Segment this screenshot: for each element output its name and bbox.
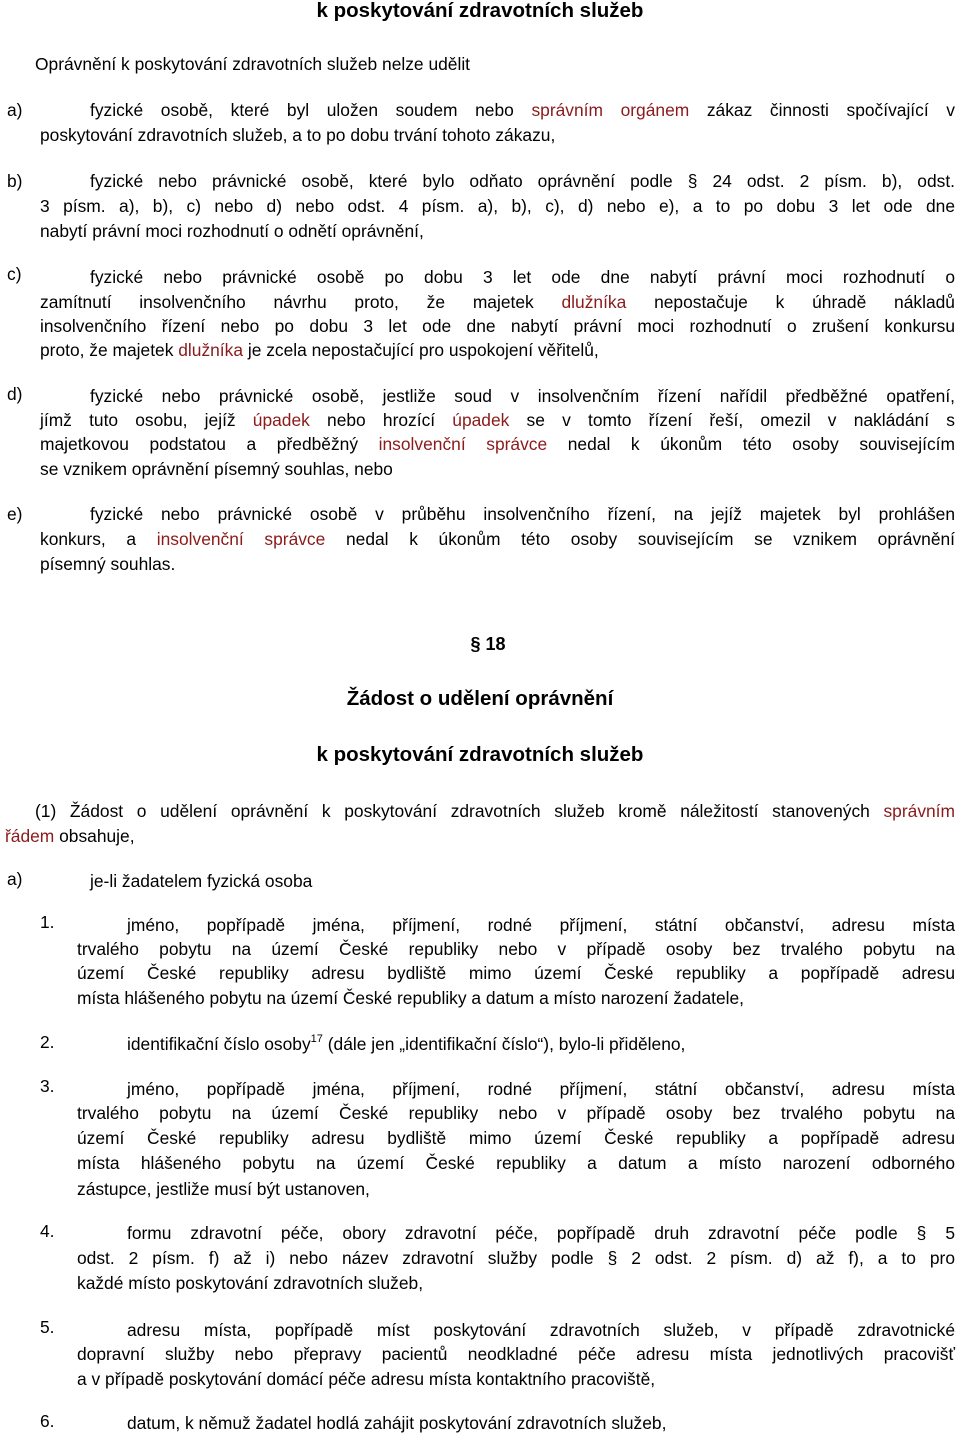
item-c-line4: proto, že majetek dlužníka je zcela nepostačující pro uspokojení věřitelů, bbox=[40, 340, 599, 360]
numbered-3-line2: trvalého pobytu na území České republiky nebo v případě osoby bez trvalého pobytu na bbox=[77, 1103, 955, 1123]
numbered-5-line1: adresu místa, popřípadě míst poskytování zdravotních služeb, v případě zdravotnické bbox=[127, 1320, 955, 1340]
numbered-1-line4: místa hlášeného pobytu na území České republiky a datum a místo narození žadatele, bbox=[77, 988, 745, 1008]
item-b-line3: nabytí právní moci rozhodnutí o odnětí oprávnění, bbox=[40, 221, 424, 241]
numbered-4-label: 4. bbox=[40, 1221, 55, 1241]
numbered-6-text: datum, k němuž žadatel hodlá zahájit poskytování zdravotních služeb, bbox=[127, 1413, 667, 1433]
section-number: § 18 bbox=[470, 634, 506, 654]
section-a-label: a) bbox=[7, 869, 23, 889]
item-d-line2: jímž tuto osobu, jejíž úpadek nebo hrozící úpadek se v tomto řízení řeší, omezil v nakládání s bbox=[40, 410, 955, 430]
numbered-3-line1: jméno, popřípadě jména, příjmení, rodné příjmení, státní občanství, adresu místa bbox=[127, 1079, 955, 1099]
section-paragraph-1: (1) Žádost o udělení oprávnění k poskytování zdravotních služeb kromě náležitostí stanovených správním bbox=[35, 801, 955, 821]
numbered-1-line1: jméno, popřípadě jména, příjmení, rodné příjmení, státní občanství, adresu místa bbox=[127, 915, 955, 935]
item-a-label: a) bbox=[7, 100, 23, 120]
item-b-line1: fyzické nebo právnické osobě, které bylo odňato oprávnění podle § 24 odst. 2 písm. b), odst. bbox=[90, 171, 955, 191]
numbered-3-label: 3. bbox=[40, 1076, 55, 1096]
numbered-4-line2: odst. 2 písm. f) až i) nebo název zdravotní služby podle § 2 odst. 2 písm. d) až f), a to pro bbox=[77, 1248, 955, 1268]
item-c-label: c) bbox=[7, 264, 22, 284]
item-d-line3: majetkovou podstatou a předběžný insolvenční správce nedal k úkonům této osoby souvisejícím bbox=[40, 434, 955, 454]
numbered-5-line3: a v případě poskytování domácí péče adresu místa kontaktního pracoviště, bbox=[77, 1369, 656, 1389]
numbered-1-line3: území České republiky adresu bydliště mimo území České republiky a popřípadě adresu bbox=[77, 963, 955, 983]
item-c-line3: insolvenčního řízení nebo po dobu 3 let ode dne nabytí právní moci rozhodnutí o zrušení konkursu bbox=[40, 316, 955, 336]
numbered-3-line3: území České republiky adresu bydliště mimo území České republiky a popřípadě adresu bbox=[77, 1128, 955, 1148]
section-subheading: k poskytování zdravotních služeb bbox=[316, 743, 644, 766]
section-a-text: je-li žadatelem fyzická osoba bbox=[90, 871, 313, 891]
section-paragraph-1-cont: řádem obsahuje, bbox=[5, 826, 135, 846]
footnote-ref: 17 bbox=[310, 1033, 323, 1045]
item-c-line1: fyzické nebo právnické osobě po dobu 3 let ode dne nabytí právní moci rozhodnutí o bbox=[90, 267, 955, 287]
numbered-5-line2: dopravní služby nebo přepravy pacientů neodkladné péče adresu místa jednotlivých pracovišť bbox=[77, 1344, 955, 1364]
numbered-3-line5: zástupce, jestliže musí být ustanoven, bbox=[77, 1179, 370, 1199]
section-heading: Žádost o udělení oprávnění bbox=[346, 687, 614, 710]
numbered-5-label: 5. bbox=[40, 1317, 55, 1337]
item-e-line2: konkurs, a insolvenční správce nedal k úkonům této osoby souvisejícím se vznikem oprávnění bbox=[40, 529, 956, 549]
intro-text: Oprávnění k poskytování zdravotních služeb nelze udělit bbox=[35, 54, 471, 74]
item-d-line1: fyzické nebo právnické osobě, jestliže soud v insolvenčním řízení nařídil předběžné opatření, bbox=[90, 386, 955, 406]
item-b-line2: 3 písm. a), b), c) nebo d) nebo odst. 4 písm. a), b), c), d) nebo e), a to po dobu 3 let ode dne bbox=[40, 196, 955, 216]
item-d-line4: se vznikem oprávnění písemný souhlas, nebo bbox=[40, 459, 393, 479]
item-e-label: e) bbox=[7, 504, 23, 524]
item-b-label: b) bbox=[7, 171, 23, 191]
numbered-1-label: 1. bbox=[40, 912, 55, 932]
item-a-line2: poskytování zdravotních služeb, a to po dobu trvání tohoto zákazu, bbox=[40, 125, 556, 145]
numbered-6-label: 6. bbox=[40, 1411, 55, 1431]
numbered-1-line2: trvalého pobytu na území České republiky nebo v případě osoby bez trvalého pobytu na bbox=[77, 939, 955, 959]
item-e-line1: fyzické nebo právnické osobě v průběhu insolvenčního řízení, na jejíž majetek byl prohlášen bbox=[90, 504, 955, 524]
item-a-line1: fyzické osobě, které byl uložen soudem nebo správním orgánem zákaz činnosti spočívající v bbox=[90, 100, 955, 120]
numbered-4-line3: každé místo poskytování zdravotních služeb, bbox=[77, 1273, 424, 1293]
item-c-line2: zamítnutí insolvenčního návrhu proto, že majetek dlužníka nepostačuje k úhradě nákladů bbox=[40, 292, 955, 312]
numbered-2-label: 2. bbox=[40, 1032, 55, 1052]
numbered-2-text: identifikační číslo osoby$^{17}$ (dále jen „identifikační číslo“), bylo-li přiděleno, bbox=[127, 1033, 686, 1054]
numbered-3-line4: místa hlášeného pobytu na území České republiky a datum a místo narození odborného bbox=[77, 1153, 955, 1173]
item-d-label: d) bbox=[7, 384, 23, 404]
page-heading: k poskytování zdravotních služeb bbox=[316, 0, 644, 22]
item-e-line3: písemný souhlas. bbox=[40, 554, 176, 574]
numbered-4-line1: formu zdravotní péče, obory zdravotní péče, popřípadě druh zdravotní péče podle § 5 bbox=[127, 1223, 955, 1243]
